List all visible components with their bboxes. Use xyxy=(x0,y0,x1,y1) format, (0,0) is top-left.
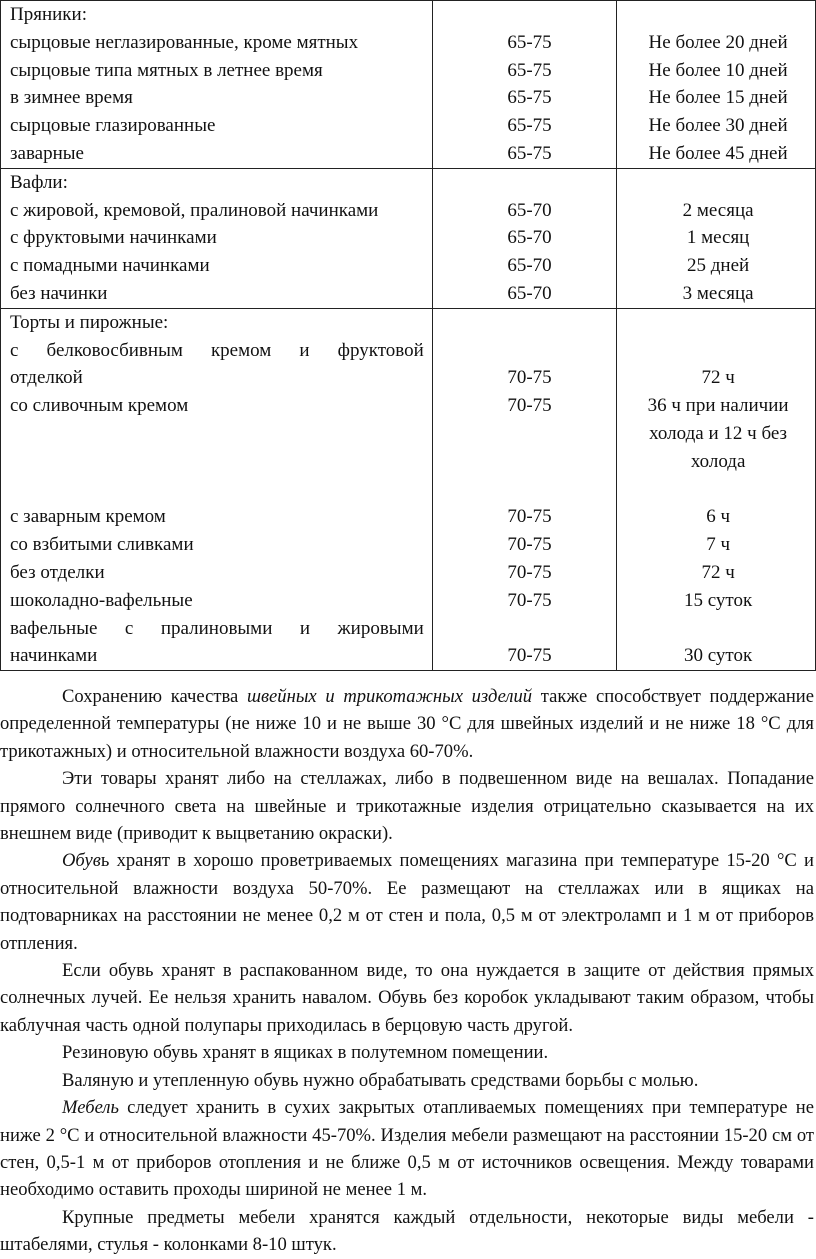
paragraph xyxy=(0,683,814,765)
term-value: холода и 12 ч без xyxy=(649,422,788,444)
names-cell xyxy=(1,308,433,670)
humidity-value: 65-75 xyxy=(507,87,552,109)
paragraph: Эти товары хранят либо на стеллажах, либо в подвешенном виде на вешалах. Попадание прямого солнечного света на швейные и трикотажные изделия отрицательно сказывается на их внешнем виде (приводит к выцветанию окраски). xyxy=(0,768,814,845)
term-value: 30 суток xyxy=(683,645,753,667)
term-value: 3 месяца xyxy=(682,282,754,304)
humidity-cell xyxy=(432,168,616,308)
term-value: 36 ч при наличии xyxy=(647,395,789,417)
paragraph: Если обувь хранят в распакованном виде, то она нуждается в защите от действия прямых солнечных лучей. Ее нельзя хранить навалом. Обувь без коробок укладывают таким образом, чтобы каблучная часть одной полупары приходилась в берцовую часть другой. xyxy=(0,960,814,1036)
table-section-wafers xyxy=(1,168,816,308)
term-value: 1 месяц xyxy=(686,227,750,249)
humidity-value: 65-75 xyxy=(507,59,552,81)
product-name: начинками xyxy=(10,645,98,667)
product-name: отделкой xyxy=(10,367,83,389)
paragraph xyxy=(0,847,814,957)
term-value: Не более 15 дней xyxy=(648,87,788,109)
humidity-cell xyxy=(432,1,616,169)
humidity-cell xyxy=(432,308,616,670)
product-name: без отделки xyxy=(10,561,105,583)
text-run: Сохранению качества xyxy=(62,686,247,707)
term-value: 72 ч xyxy=(701,561,735,583)
product-name: шоколадно-вафельные xyxy=(10,589,193,611)
product-name: с помадными начинками xyxy=(10,255,210,277)
humidity-value: 65-75 xyxy=(507,142,552,164)
product-name: с фруктовыми начинками xyxy=(10,227,217,249)
product-name: в зимнее время xyxy=(10,87,133,109)
term-value: Не более 30 дней xyxy=(648,115,788,137)
product-name: с жировой, кремовой, пралиновой начинками xyxy=(10,199,379,221)
humidity-value: 70-75 xyxy=(507,506,552,528)
product-name: с белковосбивным кремом и фруктовой xyxy=(10,339,424,361)
term-cell xyxy=(617,308,816,670)
text-run: также способствует поддержание определенной температуры (не ниже 10 и не выше 30 °С для швейных изделий и не ниже 18 °С для трикотажных) и относительной влажности воздуха 60-70%. xyxy=(0,686,814,762)
product-name: со взбитыми сливками xyxy=(10,534,194,556)
paragraph: Крупные предметы мебели хранятся каждый отдельности, некоторые виды мебели - штабелями, стулья - колонками 8-10 штук. xyxy=(0,1206,814,1256)
emphasis: Мебель xyxy=(62,1097,119,1119)
term-value: Не более 45 дней xyxy=(648,142,788,164)
term-value: 6 ч xyxy=(706,506,730,528)
text-run: ь хранят в хорошо проветриваемых помещениях магазина при температуре 15-20 °С и относительной влажности воздуха 50-70%. Ее размещают на стеллажах или в ящиках на подтоварниках на расстоянии не менее 0,2 м от стен и пола, 0,5 м от электроламп и 1 м от приборов отпления. xyxy=(0,850,814,954)
product-name: с заварным кремом xyxy=(10,506,166,528)
humidity-value: 65-70 xyxy=(507,255,552,277)
paragraph: Валяную и утепленную обувь нужно обрабатывать средствами борьбы с молью. xyxy=(62,1069,699,1091)
names-cell xyxy=(1,168,433,308)
body-text xyxy=(0,683,814,1259)
section-header: Торты и пирожные: xyxy=(10,311,169,333)
humidity-value: 70-75 xyxy=(507,589,552,611)
humidity-value: 70-75 xyxy=(507,367,552,389)
product-name: заварные xyxy=(10,142,84,164)
term-value: 25 дней xyxy=(687,255,750,277)
product-name: сырцовые неглазированные, кроме мятных xyxy=(10,31,359,53)
humidity-value: 70-75 xyxy=(507,395,552,417)
term-value: холода xyxy=(690,450,746,472)
table-section-cakes xyxy=(1,308,816,670)
humidity-value: 65-75 xyxy=(507,31,552,53)
humidity-value: 70-75 xyxy=(507,561,552,583)
product-name: вафельные с пралиновыми и жировыми xyxy=(10,617,424,639)
product-name: без начинки xyxy=(10,282,108,304)
term-value: 15 суток xyxy=(683,589,753,611)
section-header: Вафли: xyxy=(10,171,68,193)
humidity-value: 65-70 xyxy=(507,199,552,221)
section-header: Пряники: xyxy=(10,4,87,25)
names-cell xyxy=(1,1,433,169)
humidity-value: 65-75 xyxy=(507,115,552,137)
term-value: Не более 20 дней xyxy=(648,31,788,53)
paragraph: Резиновую обувь хранят в ящиках в полутемном помещении. xyxy=(62,1042,549,1064)
term-cell xyxy=(617,1,816,169)
term-cell xyxy=(617,168,816,308)
term-value: 72 ч xyxy=(701,367,735,389)
term-value: 7 ч xyxy=(706,534,730,556)
emphasis: Обув xyxy=(62,850,101,872)
product-name: сырцовые типа мятных в летнее время xyxy=(10,59,323,81)
humidity-value: 70-75 xyxy=(507,534,552,556)
product-name: со сливочным кремом xyxy=(10,395,189,417)
table-section-gingerbread xyxy=(1,1,816,169)
humidity-value: 65-70 xyxy=(507,282,552,304)
emphasis: швейных и трикотажных изделий xyxy=(246,686,533,707)
text-run: следует хранить в сухих закрытых отапливаемых помещениях при температуре не ниже 2 °С и относительной влажности 45-70%. Изделия мебели размещают на расстоянии 15-20 см от стен, 0,5-1 м от приборов отопления и не ближе 0,5 м от источников освещения. Между товарами необходимо оставить проходы шириной не менее 1 м. xyxy=(0,1097,814,1201)
paragraph xyxy=(0,1094,814,1204)
humidity-value: 70-75 xyxy=(507,645,552,667)
product-name: сырцовые глазированные xyxy=(10,115,216,137)
term-value: 2 месяца xyxy=(682,199,754,221)
humidity-value: 65-70 xyxy=(507,227,552,249)
term-value: Не более 10 дней xyxy=(648,59,788,81)
